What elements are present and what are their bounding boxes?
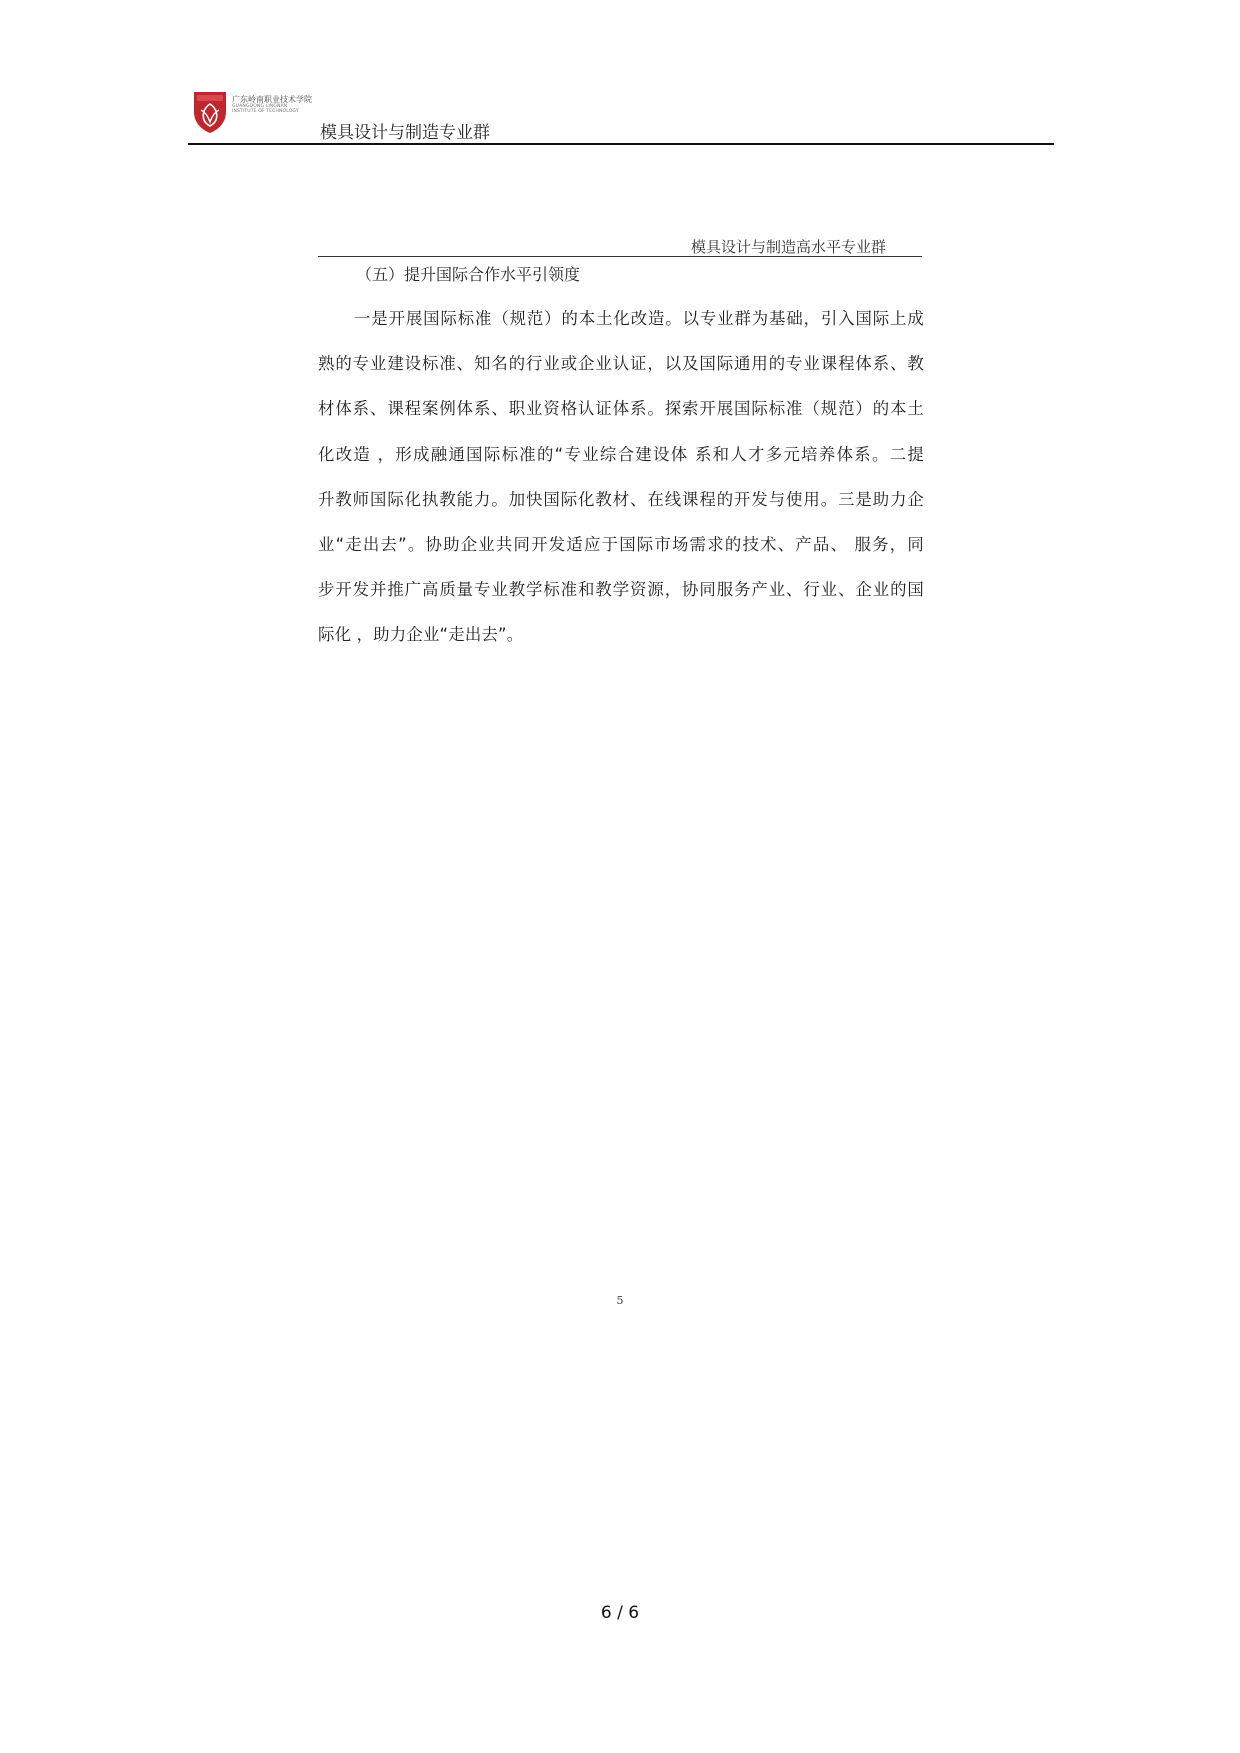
embedded-page-number: 5 [616,1294,624,1307]
body-paragraph [318,306,924,668]
header-divider [188,143,1054,145]
embedded-header-divider [318,256,922,257]
paragraph-line: 一是开展国际标准（规范）的本土化改造。以专业群为基础，引入国际上成 [354,309,924,328]
section-heading: （五）提升国际合作水平引领度 [356,265,581,284]
school-name-en: GUANGDONG LINGNAN INSTITUTE OF TECHNOLOGY [232,104,299,114]
paragraph-line: 业“走出去”。协助企业共同开发适应于国际市场需求的技术、产品、 服务，同 [318,534,924,554]
school-name-cn: 广东岭南职业技术学院 [232,95,312,104]
paragraph-line: 化改造 ，形成融通国际标准的“专业综合建设体 系和人才多元培养体系。二提 [318,444,924,464]
paragraph-line: 升教师国际化执教能力。加快国际化教材、在线课程的开发与使用。三是助力企 [318,489,924,509]
document-header [188,86,1054,146]
header-title: 模具设计与制造专业群 [320,123,490,143]
paragraph-line: 际化 ，助力企业“走出去”。 [318,625,524,645]
paragraph-line: 材体系、课程案例体系、职业资格认证体系。探索开展国际标准（规范）的本土 [318,399,924,419]
paragraph-line: 步开发并推广高质量专业教学标准和教学资源，协同服务产业、行业、企业的国 [318,580,924,600]
page-counter: 6 / 6 [600,1603,640,1623]
school-logo [192,90,228,134]
embedded-page-header [318,234,922,260]
paragraph-line: 熟的专业建设标准、知名的行业或企业认证，以及国际通用的专业课程体系、教 [318,354,924,374]
school-shield-icon [192,90,228,134]
embedded-header-title: 模具设计与制造高水平专业群 [690,238,886,256]
